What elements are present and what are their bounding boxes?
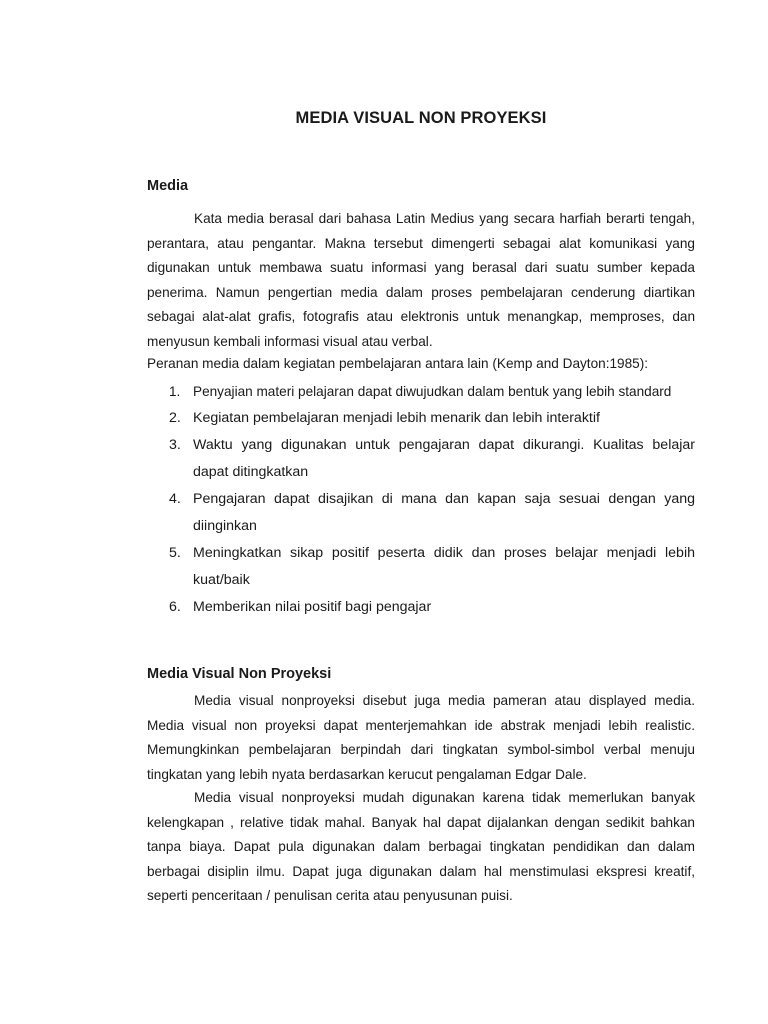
paragraph-nonproyeksi-definition: Media visual nonproyeksi disebut juga media pameran atau displayed media. Media visual non proyeksi dapat menterjemahkan ide abstrak menjadi lebih realistic. Memungkinkan pembelajaran berpindah dari tingkatan symbol-simbol verbal menuju tingkatan yang lebih nyata berdasarkan kerucut pengalaman Edgar Dale. <box>147 693 695 782</box>
list-item-text: Kegiatan pembelajaran menjadi lebih menarik dan lebih interaktif <box>193 410 600 426</box>
paragraph-nonproyeksi-advantages: Media visual nonproyeksi mudah digunakan karena tidak memerlukan banyak kelengkapan , relative tidak mahal. Banyak hal dapat dijalankan dengan sedikit bahkan tanpa biaya. Dapat pula digunakan dalam berbagai tingkatan pendidikan dan dalam berbagai disiplin ilmu. Dapat juga digunakan dalam hal menstimulasi ekspresi kreatif, seperti penceritaan / penulisan cerita atau penyusunan puisi. <box>147 790 695 903</box>
list-item-number: 3. <box>169 437 181 453</box>
list-item-number: 6. <box>169 599 181 615</box>
list-intro-text: Peranan media dalam kegiatan pembelajaran antara lain (Kemp and Dayton:1985): <box>147 356 649 371</box>
list-item-text: Waktu yang digunakan untuk pengajaran dapat dikurangi. Kualitas belajar dapat ditingkatkan <box>193 437 695 480</box>
list-item <box>147 378 695 405</box>
paragraph-media-definition: Kata media berasal dari bahasa Latin Medius yang secara harfiah berarti tengah, perantara, atau pengantar. Makna tersebut dimengerti sebagai alat komunikasi yang digunakan untuk membawa suatu informasi yang berasal dari suatu sumber kepada penerima. Namun pengertian media dalam proses pembelajaran cenderung diartikan sebagai alat-alat grafis, fotografis atau elektronis untuk menangkap, memproses, dan menyusun kembali informasi visual atau verbal. <box>147 211 695 349</box>
list-item <box>147 486 695 540</box>
list-item-number: 4. <box>169 491 181 507</box>
list-item-text: Memberikan nilai positif bagi pengajar <box>193 599 432 615</box>
list-item-text: Penyajian materi pelajaran dapat diwujudkan dalam bentuk yang lebih standard <box>193 384 672 399</box>
document-title: MEDIA VISUAL NON PROYEKSI <box>295 109 547 127</box>
list-item <box>147 432 695 486</box>
list-item <box>147 594 695 621</box>
list-item-text: Pengajaran dapat disajikan di mana dan kapan saja sesuai dengan yang diinginkan <box>193 491 695 534</box>
list-item-number: 1. <box>169 384 181 399</box>
list-item-number: 2. <box>169 410 181 426</box>
list-item-text: Meningkatkan sikap positif peserta didik dan proses belajar menjadi lebih kuat/baik <box>193 545 695 588</box>
section-heading-media: Media <box>147 178 189 194</box>
media-roles-list <box>147 378 695 621</box>
section-heading-media-visual-non-proyeksi: Media Visual Non Proyeksi <box>147 666 332 682</box>
list-item-number: 5. <box>169 545 181 561</box>
list-item <box>147 540 695 594</box>
list-item <box>147 405 695 432</box>
